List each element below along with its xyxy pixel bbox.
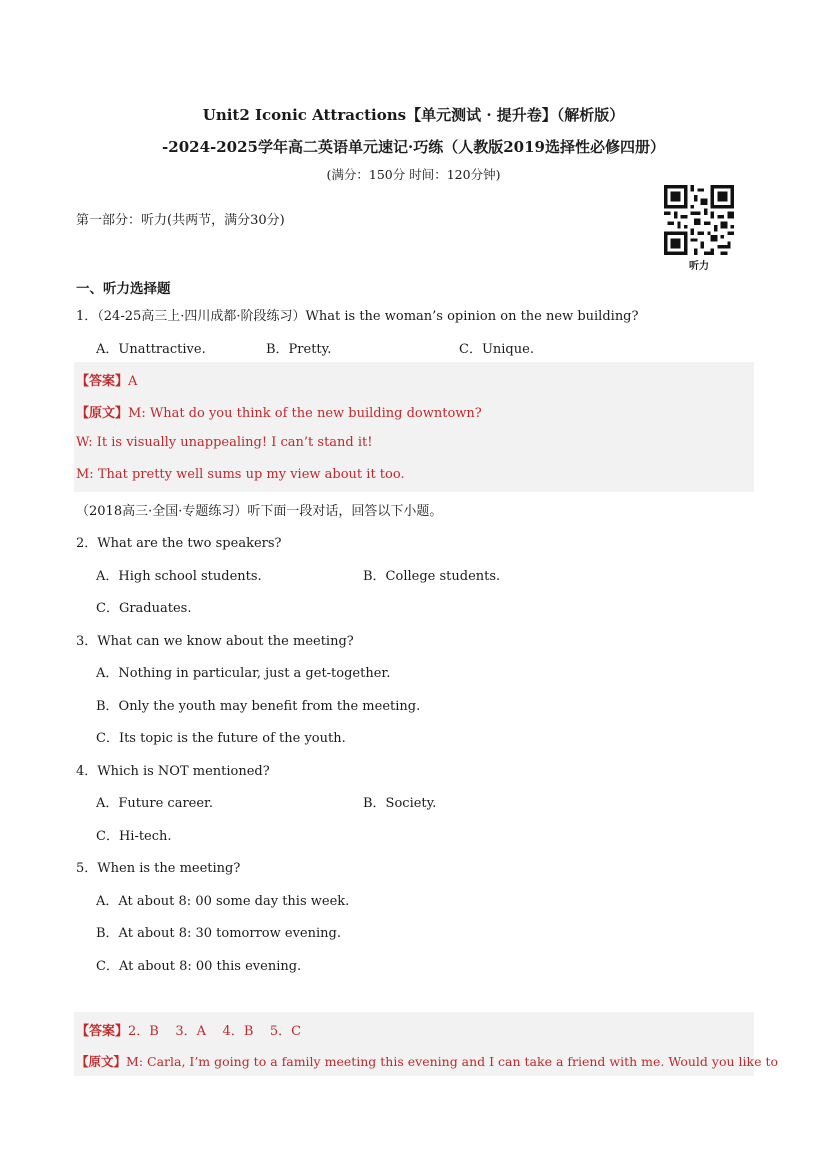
- q1-transcript-line-1: [76, 402, 482, 421]
- original-tag: 【原文】: [76, 406, 129, 421]
- q1-answer: [76, 370, 137, 389]
- q2-stem: 2．What are the two speakers?: [76, 536, 282, 551]
- q2-option-b: B．College students.: [363, 569, 501, 584]
- q1-transcript-line-2: W: It is visually unappealing! I can’t stand it!: [76, 435, 373, 450]
- exam-meta: (满分：150分 时间：120分钟): [326, 167, 501, 182]
- answer-tag: 【答案】: [76, 1024, 129, 1039]
- q3-stem: 3．What can we know about the meeting?: [76, 634, 354, 649]
- answer-value: 2．B 3．A 4．B 5．C: [128, 1024, 302, 1039]
- q4-option-a: A．Future career.: [96, 796, 213, 811]
- qr-code-icon[interactable]: [664, 185, 734, 255]
- q2-option-c: C．Graduates.: [96, 601, 192, 616]
- q3-option-b: B．Only the youth may benefit from the meeting.: [96, 699, 421, 714]
- answer-tag: 【答案】: [76, 374, 129, 389]
- q1-stem: 1．（24-25高三上·四川成都·阶段练习）What is the woman’s opinion on the new building?: [76, 309, 639, 324]
- original-tag: 【原文】: [76, 1054, 127, 1069]
- transcript-text: M: What do you think of the new building downtown?: [128, 406, 482, 421]
- q4-option-b: B．Society.: [363, 796, 437, 811]
- q5-option-b: B．At about 8: 30 tomorrow evening.: [96, 926, 341, 941]
- q5-option-a: A．At about 8: 00 some day this week.: [96, 894, 350, 909]
- q4-option-c: C．Hi-tech.: [96, 829, 172, 844]
- q3-option-a: A．Nothing in particular, just a get-together.: [96, 666, 391, 681]
- q2-option-a: A．High school students.: [96, 569, 262, 584]
- qr-caption: 听力: [689, 261, 709, 272]
- q5-option-c: C．At about 8: 00 this evening.: [96, 959, 302, 974]
- q1-option-a: A．Unattractive.: [96, 342, 206, 357]
- q4-stem: 4．Which is NOT mentioned?: [76, 764, 270, 779]
- transcript-text: M: Carla, I’m going to a family meeting this evening and I can take a friend with me. Would you like to: [126, 1054, 778, 1069]
- group-answer: [76, 1020, 301, 1039]
- section-heading: 第一部分：听力(共两节，满分30分): [76, 213, 285, 228]
- q3-option-c: C．Its topic is the future of the youth.: [96, 731, 346, 746]
- q1-option-b: B．Pretty.: [266, 342, 332, 357]
- q1-option-c: C．Unique.: [459, 342, 534, 357]
- answer-value: A: [128, 374, 138, 389]
- group-transcript-line-1: [76, 1052, 778, 1070]
- document-title: Unit2 Iconic Attractions【单元测试 · 提升卷】（解析版）: [202, 106, 625, 124]
- group-intro: （2018高三·全国·专题练习）听下面一段对话，回答以下小题。: [76, 504, 443, 519]
- listening-heading: 一、听力选择题: [76, 281, 171, 297]
- document-subtitle: -2024-2025学年高二英语单元速记·巧练（人教版2019选择性必修四册）: [162, 138, 665, 156]
- q1-transcript-line-3: M: That pretty well sums up my view about it too.: [76, 467, 405, 482]
- q5-stem: 5．When is the meeting?: [76, 861, 241, 876]
